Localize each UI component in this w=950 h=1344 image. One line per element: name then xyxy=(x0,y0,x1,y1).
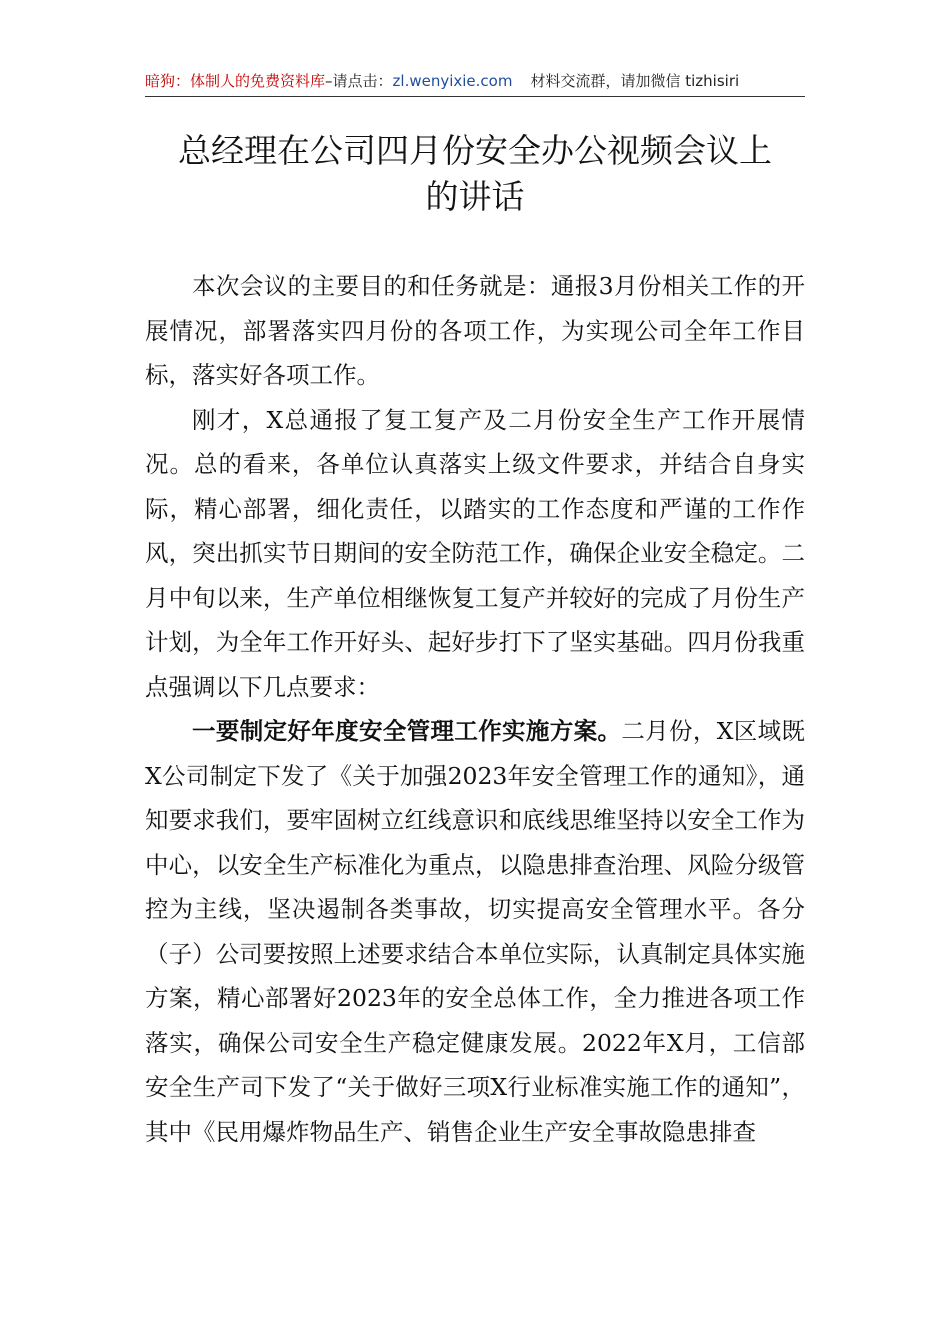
header-url-link[interactable]: zl.wenyixie.com xyxy=(392,72,513,90)
paragraph-2: 刚才，X总通报了复工复产及二月份安全生产工作开展情况。总的看来，各单位认真落实上级文件要求，并结合自身实际，精心部署，细化责任，以踏实的工作态度和严谨的工作作风，突出抓实节日期间的安全防范工作，确保企业安全稳定。二月中旬以来，生产单位相继恢复工复产并较好的完成了月份生产计划，为全年工作开好头、起好步打下了坚实基础。四月份我重点强调以下几点要求： xyxy=(145,405,805,701)
page-header xyxy=(145,66,805,97)
paragraph-1: 本次会议的主要目的和任务就是：通报3月份相关工作的开展情况，部署落实四月份的各项工作，为实现公司全年工作目标，落实好各项工作。 xyxy=(145,272,805,389)
paragraph-3 xyxy=(145,709,805,1154)
document-body xyxy=(145,264,805,1154)
document-title xyxy=(120,128,830,220)
title-line-2: 的讲话 xyxy=(425,177,525,216)
paragraph-3-heading: 一要制定好年度安全管理工作实施方案。 xyxy=(192,717,622,745)
header-prompt: –请点击： xyxy=(325,72,393,90)
header-contact: 材料交流群，请加微信 tizhisiri xyxy=(530,72,740,90)
paragraph-3-text: 二月份，X区域既X公司制定下发了《关于加强2023年安全管理工作的通知》，通知要求我们，要牢固树立红线意识和底线思维坚持以安全工作为中心，以安全生产标准化为重点，以隐患排查治理、风险分级管控为主线，坚决遏制各类事故，切实提高安全管理水平。各分（子）公司要按照上述要求结合本单位实际，认真制定具体实施方案，精心部署好2023年的安全总体工作，全力推进各项工作落实，确保公司安全生产稳定健康发展。2022年X月，工信部安全生产司下发了“关于做好三项X行业标准实施工作的通知”，其中《民用爆炸物品生产、销售企业生产安全事故隐患排查 xyxy=(145,717,805,1146)
title-line-1: 总经理在公司四月份安全办公视频会议上 xyxy=(178,131,772,170)
header-brand: 暗狗：体制人的免费资料库 xyxy=(145,72,326,90)
